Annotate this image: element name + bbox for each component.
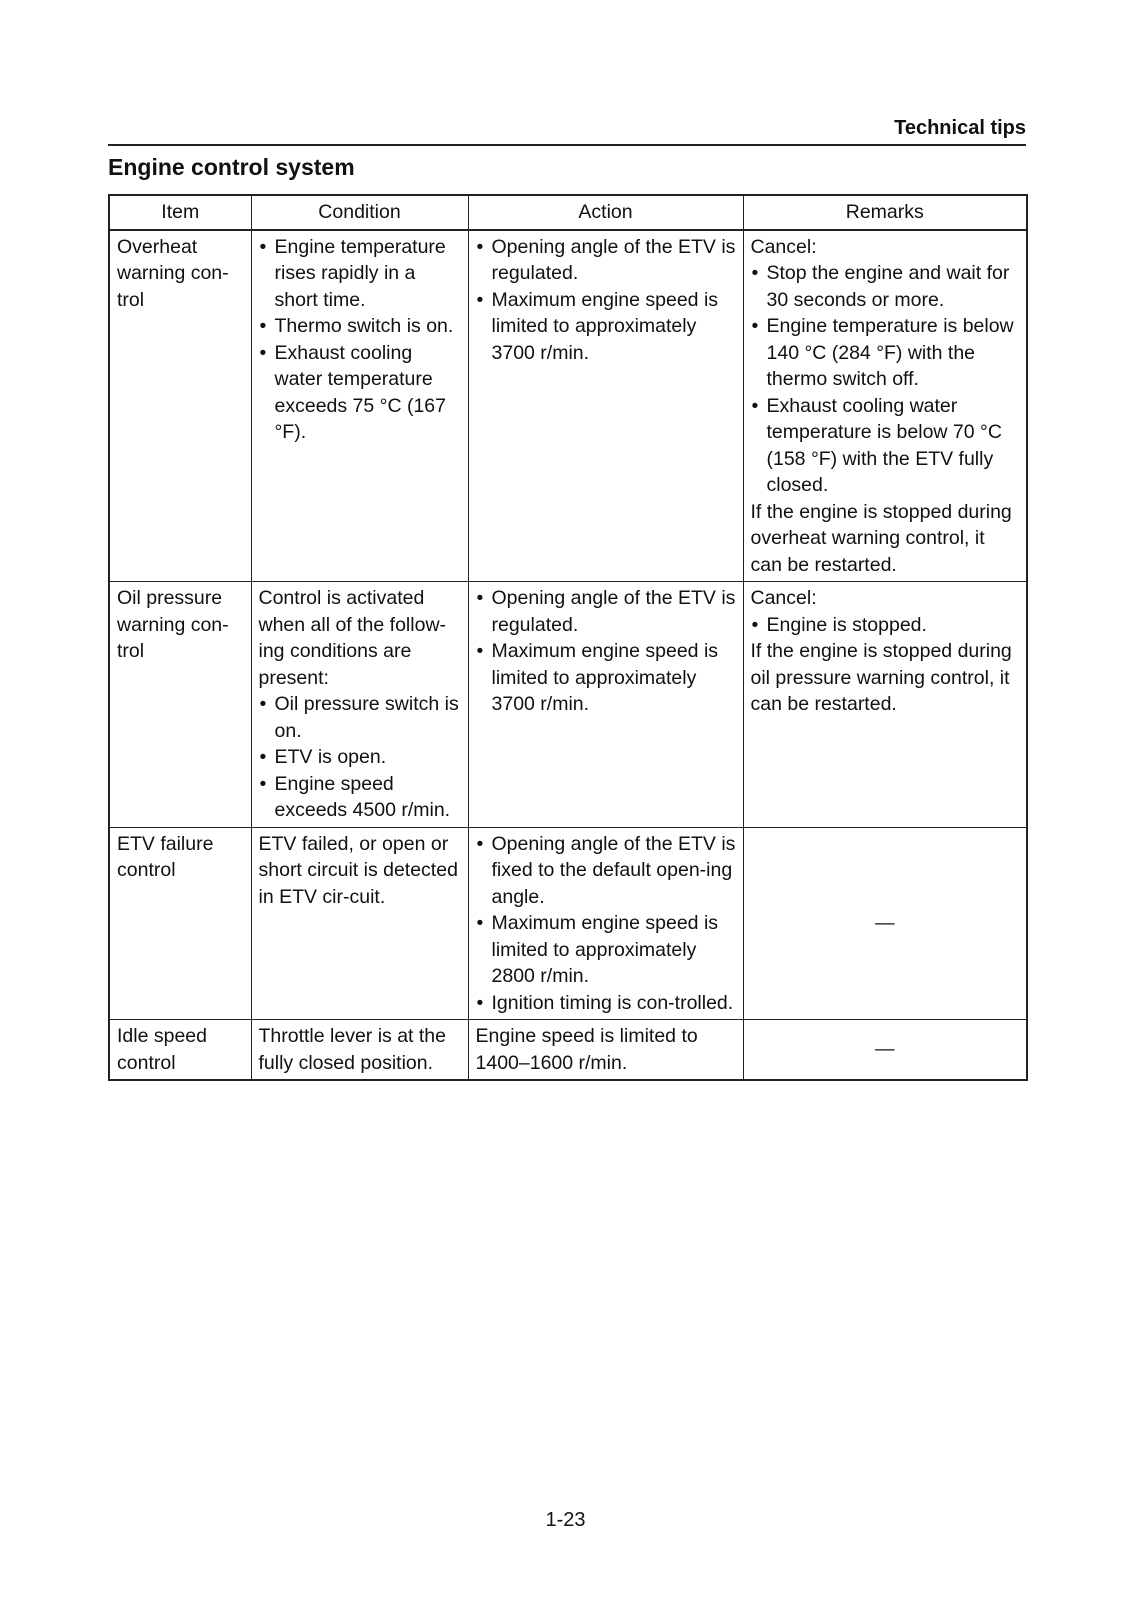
remarks-intro: Cancel: <box>750 235 817 258</box>
cell-action <box>468 230 743 582</box>
section-title: Technical tips <box>894 117 1026 139</box>
item-label: Oil pressure warning con-trol <box>117 587 229 662</box>
page-header <box>108 116 1026 146</box>
item-label: ETV failure control <box>117 832 214 881</box>
cell-item <box>109 582 251 828</box>
action-intro: Engine speed is limited to 1400–1600 r/min. <box>475 1025 698 1074</box>
column-header-item: Item <box>109 195 251 230</box>
action-list <box>476 234 736 367</box>
condition-intro: ETV failed, or open or short circuit is detected in ETV cir-cuit. <box>258 832 458 908</box>
column-header-action: Action <box>468 195 743 230</box>
page-number: 1-23 <box>545 1509 586 1531</box>
condition-bullet: • Engine temperature rises rapidly in a short time. <box>259 234 461 314</box>
condition-list <box>259 691 461 824</box>
cell-item <box>109 1020 251 1081</box>
condition-bullet: • ETV is open. <box>259 744 461 771</box>
action-bullet: • Maximum engine speed is limited to approximately 3700 r/min. <box>476 287 736 367</box>
remarks-list <box>751 260 1020 499</box>
condition-list <box>259 234 461 446</box>
remarks-dash: — <box>875 912 895 934</box>
table-row <box>109 1020 1027 1081</box>
action-list <box>476 585 736 718</box>
page-heading: Engine control system <box>108 154 355 180</box>
cell-remarks <box>743 827 1027 1020</box>
remarks-list <box>751 612 1020 639</box>
cell-item <box>109 827 251 1020</box>
action-bullet: • Opening angle of the ETV is regulated. <box>476 234 736 287</box>
item-label: Idle speed control <box>117 1025 207 1074</box>
remarks-intro: Cancel: <box>750 587 817 609</box>
condition-bullet: • Oil pressure switch is on. <box>259 691 461 744</box>
remarks-bullet: • Engine is stopped. <box>751 612 1020 639</box>
cell-condition <box>251 230 468 582</box>
cell-condition <box>251 827 468 1020</box>
table-row <box>109 827 1027 1020</box>
cell-action <box>468 827 743 1020</box>
cell-remarks <box>743 230 1027 582</box>
cell-condition <box>251 1020 468 1081</box>
remarks-bullet: • Stop the engine and wait for 30 seconds or more. <box>751 260 1020 313</box>
action-bullet: • Opening angle of the ETV is fixed to the default open-ing angle. <box>476 831 736 911</box>
condition-bullet: • Thermo switch is on. <box>259 313 461 340</box>
remarks-outro: If the engine is stopped during oil pressure warning control, it can be restarted. <box>750 640 1012 715</box>
remarks-dash: — <box>875 1038 895 1061</box>
column-header-remarks: Remarks <box>743 195 1027 230</box>
table-row <box>109 230 1027 582</box>
condition-intro: Control is activated when all of the follow-ing conditions are present: <box>258 587 447 689</box>
cell-remarks <box>743 582 1027 828</box>
remarks-bullet: • Exhaust cooling water temperature is below 70 °C (158 °F) with the ETV fully closed. <box>751 393 1020 499</box>
condition-bullet: • Engine speed exceeds 4500 r/min. <box>259 771 461 824</box>
action-bullet: • Opening angle of the ETV is regulated. <box>476 585 736 638</box>
condition-bullet: • Exhaust cooling water temperature exceeds 75 °C (167 °F). <box>259 340 461 446</box>
remarks-bullet: • Engine temperature is below 140 °C (284 °F) with the thermo switch off. <box>751 313 1020 393</box>
table-header-row <box>109 195 1027 230</box>
action-bullet: • Ignition timing is con-trolled. <box>476 990 736 1017</box>
remarks-outro: If the engine is stopped during overheat warning control, it can be restarted. <box>750 500 1012 576</box>
action-bullet: • Maximum engine speed is limited to approximately 3700 r/min. <box>476 638 736 718</box>
cell-action <box>468 582 743 828</box>
item-label: Overheat warning con-trol <box>117 235 229 311</box>
cell-remarks <box>743 1020 1027 1081</box>
cell-condition <box>251 582 468 828</box>
action-list <box>476 831 736 1017</box>
action-bullet: • Maximum engine speed is limited to approximately 2800 r/min. <box>476 910 736 990</box>
table-row <box>109 582 1027 828</box>
cell-item <box>109 230 251 582</box>
column-header-condition: Condition <box>251 195 468 230</box>
engine-control-table <box>108 194 1028 1081</box>
cell-action <box>468 1020 743 1081</box>
condition-intro: Throttle lever is at the fully closed position. <box>258 1025 446 1074</box>
